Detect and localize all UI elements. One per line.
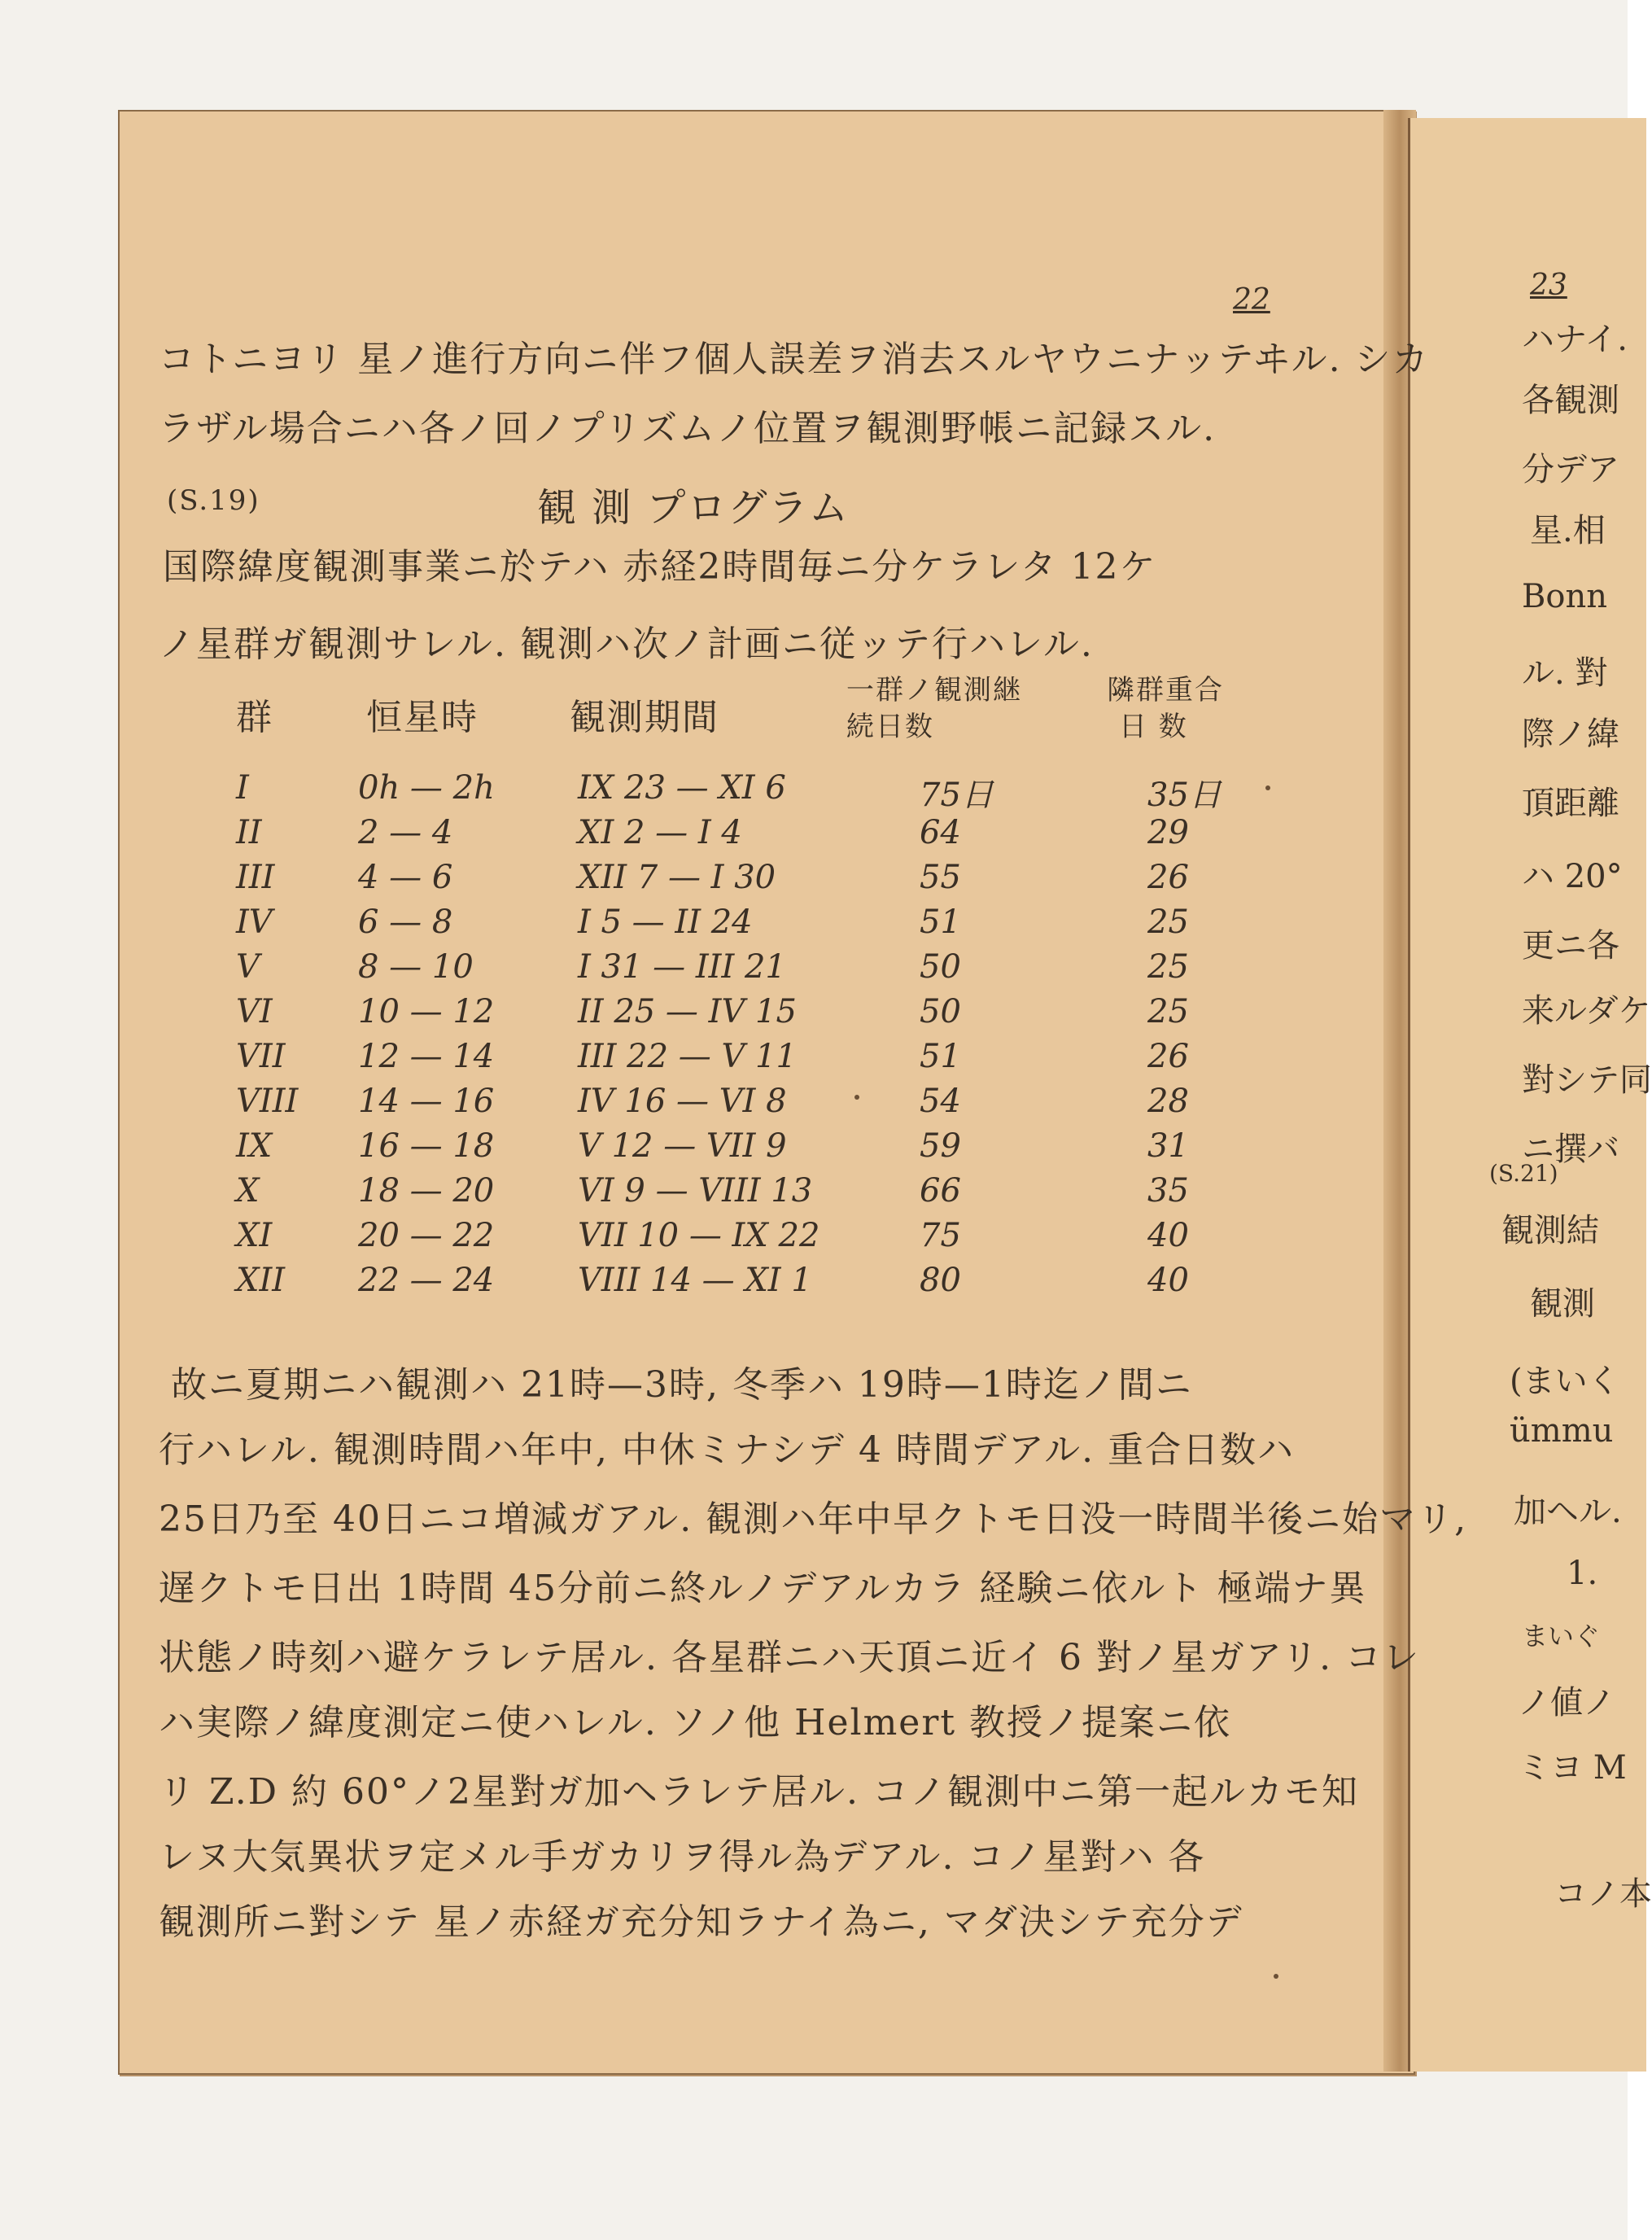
cell-overlap: 31: [1147, 1127, 1189, 1165]
right-line: 更ニ各: [1522, 927, 1619, 965]
cell-group: XI: [236, 1217, 273, 1254]
cell-group: XII: [236, 1262, 286, 1299]
cell-overlap: 40: [1147, 1217, 1189, 1254]
right-line: 観測結: [1501, 1212, 1599, 1249]
section-title: 観 測 プログラム: [537, 485, 850, 531]
cell-period: I 5 — II 24: [578, 903, 753, 941]
right-line: ル. 對: [1522, 654, 1608, 692]
body-line: 観測所ニ對シテ 星ノ赤経ガ充分知ラナイ為ニ, マダ決シテ充分デ: [159, 1901, 1243, 1943]
table-row: [220, 859, 1278, 908]
right-line: 加ヘル.: [1514, 1493, 1622, 1530]
body-line: 25日乃至 40日ニコ増減ガアル. 観測ハ年中早クトモ日没一時間半後ニ始マリ,: [159, 1498, 1468, 1540]
cell-overlap: 35日: [1147, 777, 1222, 814]
cell-duration: 55: [920, 859, 961, 896]
cell-period: IX 23 — XI 6: [578, 769, 786, 807]
cell-duration: 54: [920, 1083, 961, 1120]
page-number-right: 23: [1530, 269, 1567, 302]
right-line: ニ撰バ: [1522, 1131, 1619, 1168]
cell-duration: 80: [920, 1262, 961, 1299]
right-line: 各観測: [1522, 382, 1619, 419]
cell-sidereal: 18 — 20: [358, 1172, 495, 1210]
cell-overlap: 35: [1147, 1172, 1189, 1210]
body-line: 遅クトモ日出 1時間 45分前ニ終ルノデアルカラ 経験ニ依ルト 極端ナ異: [159, 1568, 1367, 1609]
right-section-tag: (S.21): [1489, 1160, 1558, 1187]
right-line: 来ルダケ: [1522, 992, 1651, 1030]
cell-period: V 12 — VII 9: [578, 1127, 787, 1165]
right-line: (まいく: [1510, 1363, 1620, 1400]
cell-overlap: 40: [1147, 1262, 1189, 1299]
cell-duration: 59: [920, 1127, 961, 1165]
cell-duration: 75日: [920, 777, 994, 814]
right-line: Bonn: [1522, 578, 1607, 615]
cell-sidereal: 22 — 24: [358, 1262, 495, 1299]
cell-overlap: 25: [1147, 903, 1189, 941]
cell-group: VI: [236, 993, 273, 1030]
table-row: [220, 814, 1278, 863]
right-line: 観測: [1530, 1285, 1595, 1323]
table-header-period: 観測期間: [570, 697, 719, 738]
cell-duration: 50: [920, 948, 961, 986]
right-line: ハナイ.: [1522, 321, 1628, 358]
right-line: 分デア: [1522, 451, 1619, 488]
cell-group: X: [236, 1172, 260, 1210]
table-header-overlap-line1: 隣群重合: [1107, 674, 1224, 707]
cell-overlap: 25: [1147, 993, 1189, 1030]
table-row: [220, 1127, 1278, 1176]
body-line: 行ハレル. 観測時間ハ年中, 中休ミナシデ 4 時間デアル. 重合日数ハ: [159, 1429, 1296, 1471]
table-row: [220, 993, 1278, 1042]
right-line: まいぐ: [1522, 1621, 1601, 1652]
table-row: [220, 1172, 1278, 1221]
cell-period: VIII 14 — XI 1: [578, 1262, 812, 1299]
cell-sidereal: 0h — 2h: [358, 769, 495, 807]
cell-sidereal: 16 — 18: [358, 1127, 495, 1165]
text-line: コトニヨリ 星ノ進行方向ニ伴フ個人誤差ヲ消去スルヤウニナッテヰル. シカ: [159, 339, 1430, 380]
cell-period: IV 16 — VI 8: [578, 1083, 787, 1120]
cell-overlap: 28: [1147, 1083, 1189, 1120]
right-line: 頂距離: [1522, 785, 1619, 822]
page-number-left: 22: [1233, 283, 1270, 317]
table-row: [220, 769, 1278, 818]
intro-line: 国際緯度観測事業ニ於テハ 赤経2時間毎ニ分ケラレタ 12ケ: [163, 546, 1157, 588]
right-line: 對シテ同: [1522, 1061, 1652, 1099]
table-row: [220, 948, 1278, 997]
table-row: [220, 1217, 1278, 1266]
cell-sidereal: 14 — 16: [358, 1083, 495, 1120]
cell-sidereal: 8 — 10: [358, 948, 474, 986]
cell-sidereal: 10 — 12: [358, 993, 495, 1030]
cell-group: V: [236, 948, 260, 986]
table-header-group: 群: [236, 697, 273, 738]
cell-group: IX: [236, 1127, 273, 1165]
cell-sidereal: 20 — 22: [358, 1217, 495, 1254]
right-line: 星.相: [1530, 512, 1606, 549]
right-line: ミヨ M: [1518, 1749, 1627, 1787]
right-line: ハ 20°: [1522, 858, 1623, 895]
cell-period: I 31 — III 21: [578, 948, 786, 986]
intro-line: ノ星群ガ観測サレル. 観測ハ次ノ計画ニ従ッテ行ハレル.: [159, 623, 1094, 665]
body-line: リ Z.D 約 60°ノ2星對ガ加ヘラレテ居ル. コノ観測中ニ第一起ルカモ知: [159, 1771, 1359, 1813]
cell-sidereal: 4 — 6: [358, 859, 453, 896]
cell-overlap: 26: [1147, 1038, 1189, 1075]
right-line: コノ本: [1554, 1875, 1652, 1913]
right-line: 1.: [1567, 1555, 1598, 1592]
table-row: [220, 1262, 1278, 1310]
cell-overlap: 25: [1147, 948, 1189, 986]
body-line: レヌ大気異状ヲ定メル手ガカリヲ得ル為デアル. コノ星對ハ 各: [159, 1836, 1206, 1878]
cell-period: XII 7 — I 30: [578, 859, 776, 896]
ink-dot: [854, 1095, 859, 1100]
table-header-duration-line2: 続日数: [846, 711, 934, 743]
cell-duration: 66: [920, 1172, 961, 1210]
section-tag: (S.19): [167, 484, 260, 517]
cell-group: VII: [236, 1038, 286, 1075]
cell-duration: 51: [920, 903, 961, 941]
table-header-sidereal-time: 恒星時: [366, 697, 479, 738]
cell-group: I: [236, 769, 249, 807]
cell-duration: 75: [920, 1217, 961, 1254]
table-row: [220, 1038, 1278, 1087]
table-row: [220, 1083, 1278, 1131]
cell-group: VIII: [236, 1083, 299, 1120]
cell-sidereal: 2 — 4: [358, 814, 453, 851]
right-line: ümmu: [1510, 1412, 1614, 1450]
cell-overlap: 26: [1147, 859, 1189, 896]
table-row: [220, 903, 1278, 952]
cell-overlap: 29: [1147, 814, 1189, 851]
right-line: 際ノ緯: [1522, 715, 1619, 753]
cell-group: IV: [236, 903, 273, 941]
cell-group: III: [236, 859, 275, 896]
cell-sidereal: 6 — 8: [358, 903, 453, 941]
cell-group: II: [236, 814, 262, 851]
text-line: ラザル場合ニハ各ノ回ノプリズムノ位置ヲ観測野帳ニ記録スル.: [159, 408, 1217, 449]
right-line: ノ値ノ: [1518, 1684, 1615, 1722]
cell-period: XI 2 — I 4: [578, 814, 742, 851]
body-line: ハ実際ノ緯度測定ニ使ハレル. ソノ他 Helmert 教授ノ提案ニ依: [159, 1702, 1232, 1743]
ink-dot: [1274, 1974, 1278, 1979]
cell-period: VII 10 — IX 22: [578, 1217, 820, 1254]
cell-period: VI 9 — VIII 13: [578, 1172, 813, 1210]
table-header-duration-line1: 一群ノ観測継: [846, 674, 1022, 707]
cell-period: III 22 — V 11: [578, 1038, 797, 1075]
table-header-overlap-line2: 日 数: [1119, 711, 1188, 743]
body-line: 状態ノ時刻ハ避ケラレテ居ル. 各星群ニハ天頂ニ近イ 6 對ノ星ガアリ. コレ: [159, 1637, 1421, 1678]
cell-period: II 25 — IV 15: [578, 993, 797, 1030]
cell-duration: 51: [920, 1038, 961, 1075]
cell-sidereal: 12 — 14: [358, 1038, 495, 1075]
cell-duration: 64: [920, 814, 961, 851]
cell-duration: 50: [920, 993, 961, 1030]
body-line: 故ニ夏期ニハ観測ハ 21時—3時, 冬季ハ 19時—1時迄ノ間ニ: [171, 1364, 1193, 1406]
ink-dot: [1265, 785, 1270, 790]
